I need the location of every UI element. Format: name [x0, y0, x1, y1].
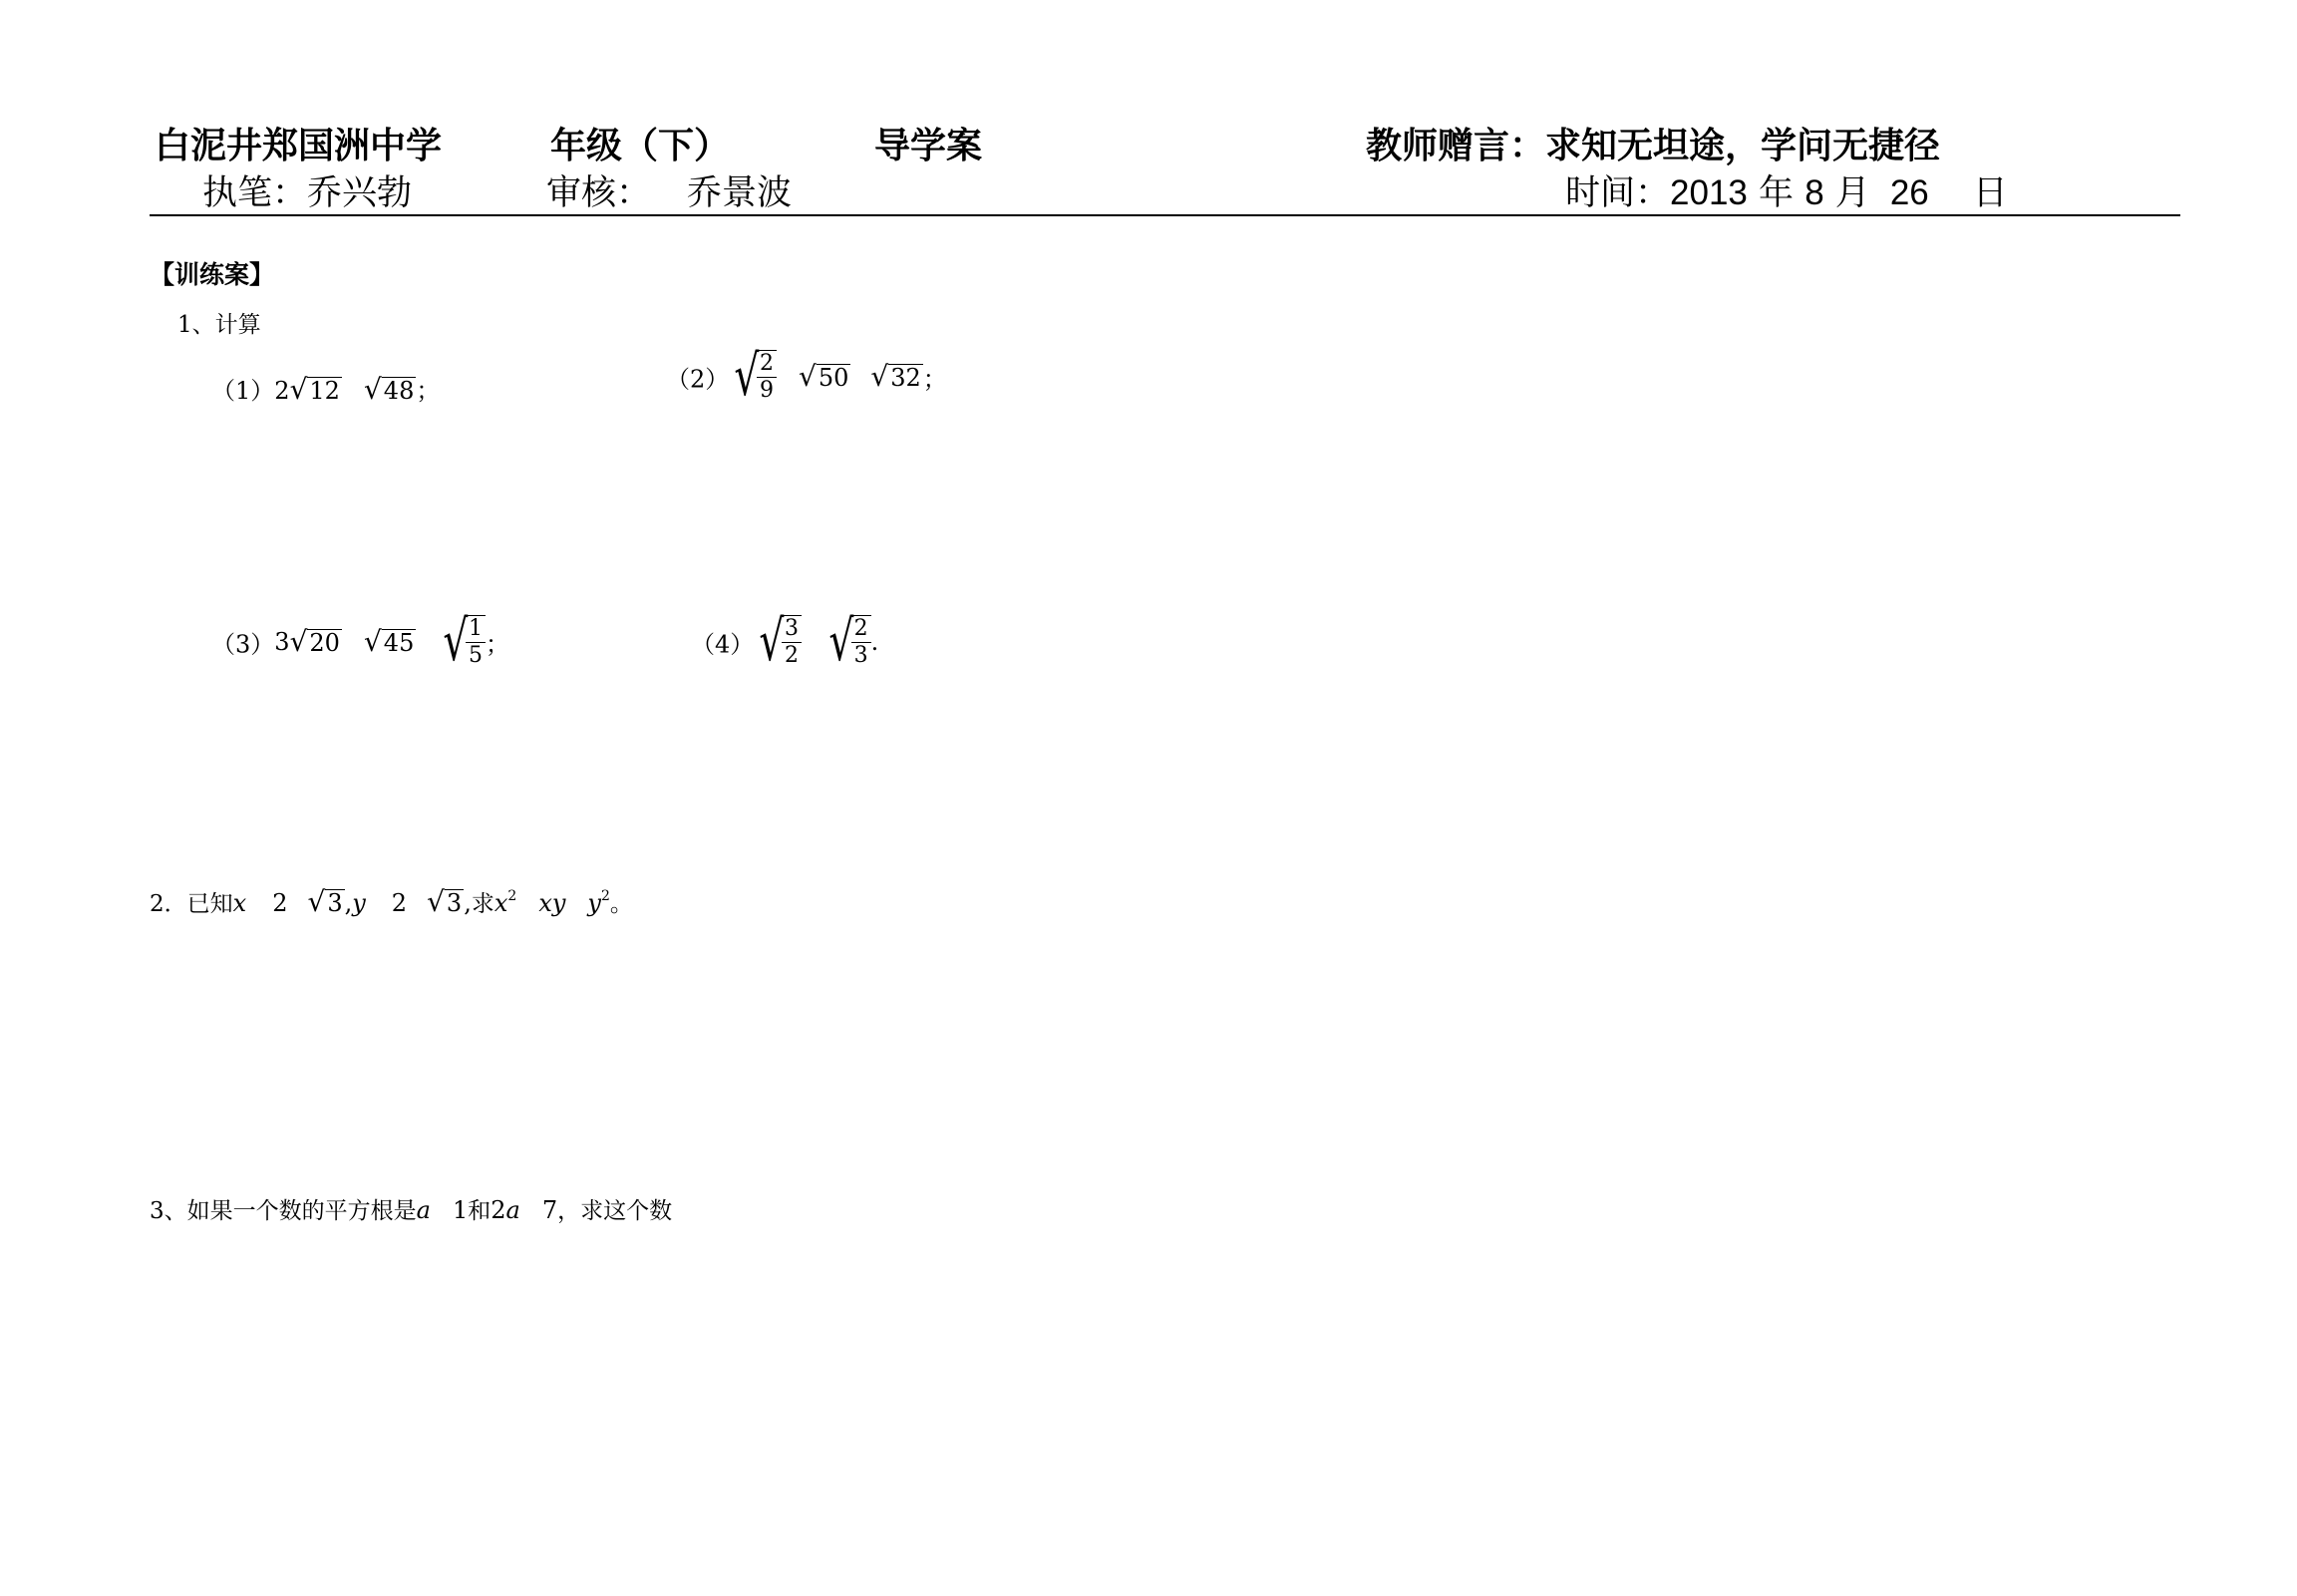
question-1-label: 1、计算	[177, 312, 261, 338]
comma: ,	[344, 889, 353, 917]
sqrt-icon: √	[870, 360, 889, 393]
q1-part-4	[691, 609, 879, 674]
grade-label: 年级（下）	[550, 126, 731, 166]
radicand: 3	[446, 889, 463, 917]
radicand: 20	[309, 628, 340, 657]
header-rule	[150, 214, 2180, 216]
terminator: ；	[486, 630, 510, 659]
sqrt-icon: √	[363, 373, 382, 406]
numerator: 3	[782, 616, 802, 643]
number: 2	[272, 889, 288, 917]
time-label: 时间：	[1565, 173, 1671, 213]
part-index: （1）	[211, 377, 275, 405]
terminator: 。	[609, 891, 633, 917]
question-2	[150, 885, 633, 918]
comma: ,	[464, 889, 472, 917]
exponent: 2	[507, 888, 517, 904]
author-name: 乔兴勃	[307, 173, 413, 213]
author	[202, 165, 412, 215]
exponent: 2	[600, 888, 610, 904]
var-xy: xy	[538, 889, 566, 917]
radicand: 48	[383, 377, 415, 405]
doc-type-label: 导学案	[874, 126, 983, 166]
radicand: 3	[327, 889, 343, 917]
year: 2013	[1670, 173, 1748, 212]
reviewer	[546, 165, 792, 215]
denominator: 5	[469, 643, 484, 668]
terminator: ；	[922, 365, 947, 394]
q1-part-2	[666, 344, 947, 409]
ask-word: 求	[471, 891, 494, 917]
coefficient: 3	[274, 628, 290, 656]
part-index: （4）	[691, 630, 755, 659]
denominator: 2	[784, 643, 799, 668]
radicand: 32	[890, 363, 921, 392]
number: 2	[391, 889, 408, 917]
month-unit: 月	[1834, 173, 1870, 213]
sqrt-icon: √	[307, 885, 326, 918]
motto-label: 教师赠言：	[1366, 126, 1546, 166]
coefficient: 2	[274, 377, 290, 405]
number: 7	[541, 1196, 558, 1224]
sqrt-icon: √	[798, 360, 817, 393]
motto-text: 求知无坦途，学问无捷径	[1545, 126, 1941, 166]
sqrt-icon: √	[828, 609, 854, 674]
sqrt-icon: √	[289, 373, 308, 406]
var-a: a	[505, 1196, 520, 1224]
var-y: y	[587, 889, 601, 917]
question-3-label: 3、如果一个数的平方根是	[150, 1198, 417, 1224]
var-a: a	[416, 1196, 431, 1224]
question-2-label: 2．已知	[150, 891, 233, 917]
numerator: 2	[757, 351, 777, 378]
sqrt-icon: √	[363, 625, 382, 658]
part-index: （3）	[211, 630, 275, 659]
section-title: 【训练案】	[150, 260, 275, 289]
var-x: x	[232, 889, 247, 917]
terminator: .	[870, 628, 879, 656]
reviewer-label: 审核：	[546, 173, 652, 213]
sqrt-icon: √	[759, 609, 785, 674]
school-name: 白泥井郑国洲中学	[155, 126, 443, 166]
number: 1	[452, 1196, 469, 1224]
radicand: 12	[309, 377, 340, 405]
radicand: 50	[818, 363, 849, 392]
terminator: ；	[416, 377, 441, 405]
sqrt-icon: √	[443, 609, 469, 674]
date-line	[1565, 165, 2008, 215]
day: 26	[1889, 173, 1929, 212]
var-y: y	[352, 889, 366, 917]
part-index: （2）	[666, 365, 730, 394]
sqrt-icon: √	[734, 344, 760, 409]
var-x: x	[493, 889, 508, 917]
radicand: 45	[383, 628, 415, 657]
denominator: 3	[853, 643, 868, 668]
teacher-motto	[1366, 118, 1940, 168]
year-unit: 年	[1759, 173, 1795, 213]
month: 8	[1805, 173, 1824, 212]
question-3-tail: ，求这个数	[557, 1198, 673, 1224]
author-label: 执笔：	[202, 173, 308, 213]
q1-part-3	[211, 609, 510, 674]
sqrt-icon: √	[427, 885, 445, 918]
numerator: 1	[466, 616, 486, 643]
and-word: 和	[468, 1198, 492, 1224]
question-3	[150, 1192, 672, 1225]
q1-part-1	[211, 371, 440, 406]
number: 2	[491, 1196, 506, 1224]
denominator: 9	[759, 378, 774, 403]
numerator: 2	[851, 616, 871, 643]
day-unit: 日	[1972, 173, 2008, 213]
reviewer-name: 乔景波	[687, 173, 793, 213]
sqrt-icon: √	[289, 625, 308, 658]
